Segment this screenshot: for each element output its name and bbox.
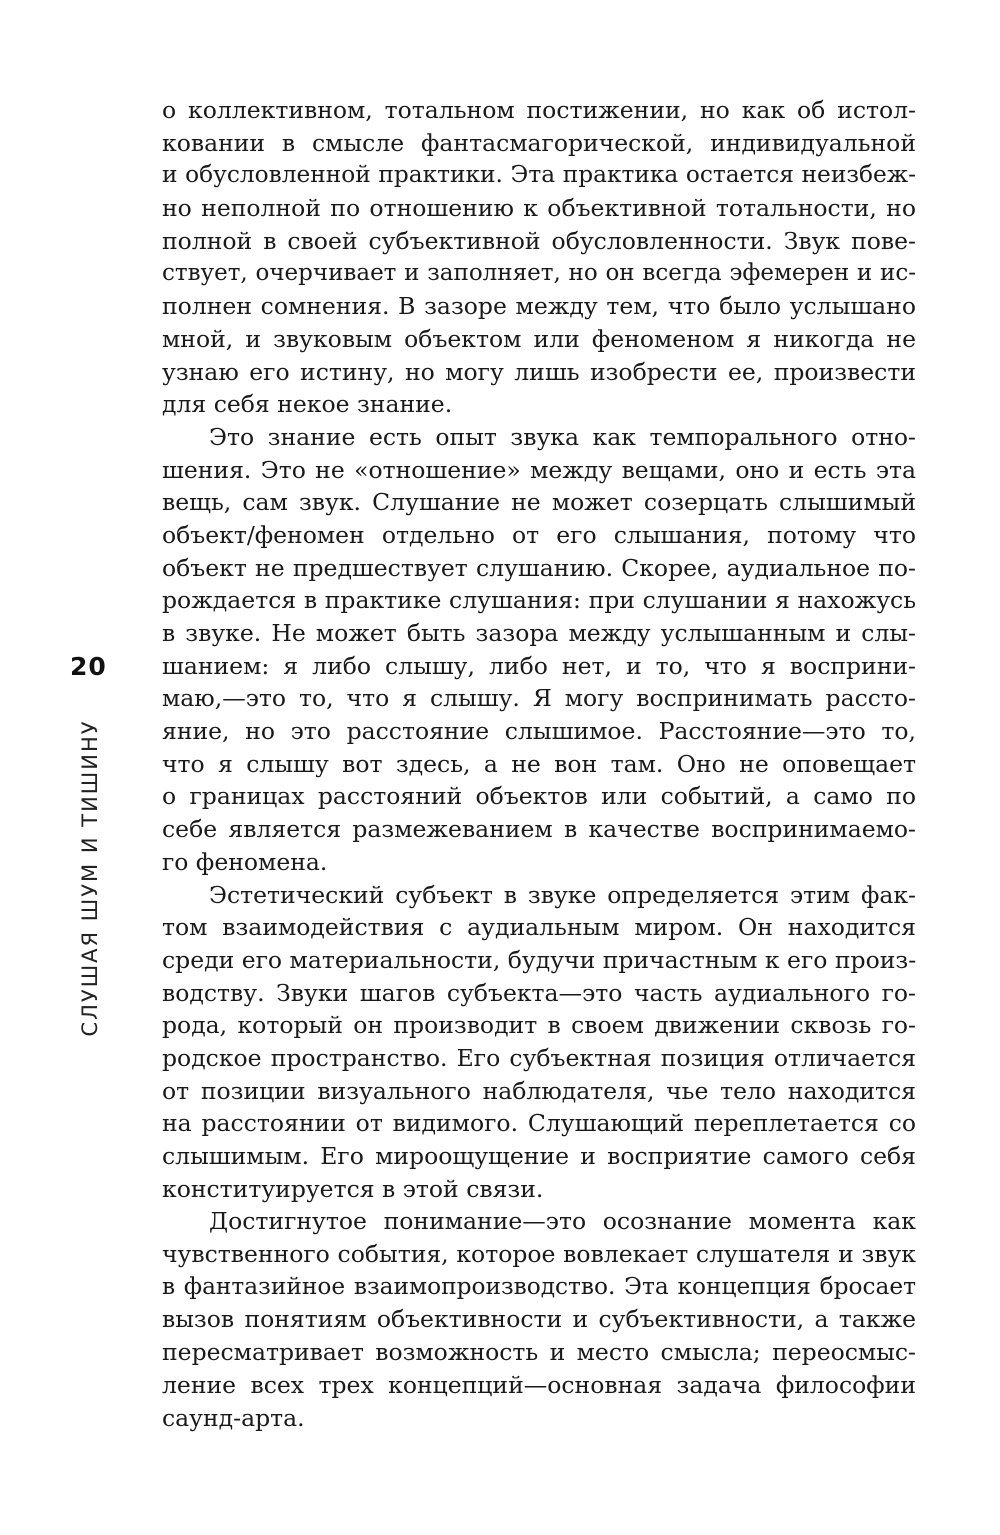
running-head: СЛУШАЯ ШУМ И ТИШИНУ [78,719,102,1037]
text-line: Это знание есть опыт звука как темпорального отно- [209,422,916,451]
text-line: шения. Это не «отношение» между вещами, оно и есть эта [162,455,916,484]
text-line: для себя некое знание. [162,390,453,419]
text-line: го феномена. [162,847,328,876]
text-line: ковании в смысле фантасмагорической, индивидуальной [162,128,916,157]
text-line: рождается в практике слушания: при слушании я нахожусь [162,586,916,615]
text-line: слышимым. Его мироощущение и восприятие самого себя [162,1142,916,1170]
text-line: объект не предшествует слушанию. Скорее, аудиальное по- [162,553,916,582]
text-line: узнаю его истину, но могу лишь изобрести ее, произвести [162,357,916,386]
text-line: чувственного события, которое вовлекает слушателя и звук [162,1240,916,1269]
paragraph-1 [162,94,916,421]
text-line: полнен сомнения. В зазоре между тем, что было услышано [162,292,916,321]
text-line: ствует, очерчивает и заполняет, но он всегда эфемерен и ис- [162,260,916,287]
text-line: и обусловленной практики. Эта практика остается неизбеж- [162,161,916,189]
text-line: саунд-арта. [162,1403,305,1432]
page-number: 20 [70,652,107,681]
text-line: том взаимодействия с аудиальным миром. Он находится [162,913,916,942]
text-line: о границах расстояний объектов или событий, а само по [162,782,916,811]
text-line: водству. Звуки шагов субъекта—это часть аудиального го- [162,978,916,1007]
paragraph-2 [162,421,916,879]
text-line: на расстоянии от видимого. Слушающий переплетается со [162,1109,916,1138]
text-line: родское пространство. Его субъектная позиция отличается [162,1043,916,1072]
text-line: конституируется в этой связи. [162,1174,544,1203]
text-line: яние, но это расстояние слышимое. Расстояние—это то, [162,717,916,746]
text-line: объект/феномен отдельно от его слышания, потому что [162,520,916,549]
text-line: в фантазийное взаимопроизводство. Эта концепция бросает [162,1272,916,1300]
text-line: Эстетический субъект в звуке определяется этим фак- [209,880,916,909]
text-line: Достигнутое понимание—это осознание момента как [209,1207,916,1236]
text-line: ление всех трех концепций—основная задача философии [162,1370,916,1399]
text-line: в звуке. Не может быть зазора между услышанным и слы- [162,619,916,647]
text-line: среди его материальности, будучи причастным к его произ- [162,945,917,974]
text-line: полной в своей субъективной обусловленности. Звук пове- [162,226,916,255]
text-line: но неполной по отношению к объективной тотальности, но [162,194,916,223]
text-line: от позиции визуального наблюдателя, чье тело находится [162,1076,916,1105]
text-block [162,94,916,1434]
text-line: что я слышу вот здесь, а не вон там. Оно не оповещает [162,749,916,778]
paragraph-3 [162,879,916,1206]
paragraph-4 [162,1205,916,1434]
text-line: мной, и звуковым объектом или феноменом я никогда не [162,324,916,353]
text-line: вызов понятиям объективности и субъективности, а также [162,1305,916,1334]
text-line: себе является размежеванием в качестве воспринимаемо- [162,815,916,844]
text-line: пересматривает возможность и место смысла; переосмыс- [162,1338,916,1367]
text-line: маю,—это то, что я слышу. Я могу воспринимать рассто- [162,684,916,713]
text-line: о коллективном, тотальном постижении, но как об истол- [162,96,916,124]
text-line: вещь, сам звук. Слушание не может созерцать слышимый [162,488,916,517]
text-line: шанием: я либо слышу, либо нет, и то, что я восприни- [162,651,916,680]
text-line: рода, который он производит в своем движении сквозь го- [162,1011,916,1040]
